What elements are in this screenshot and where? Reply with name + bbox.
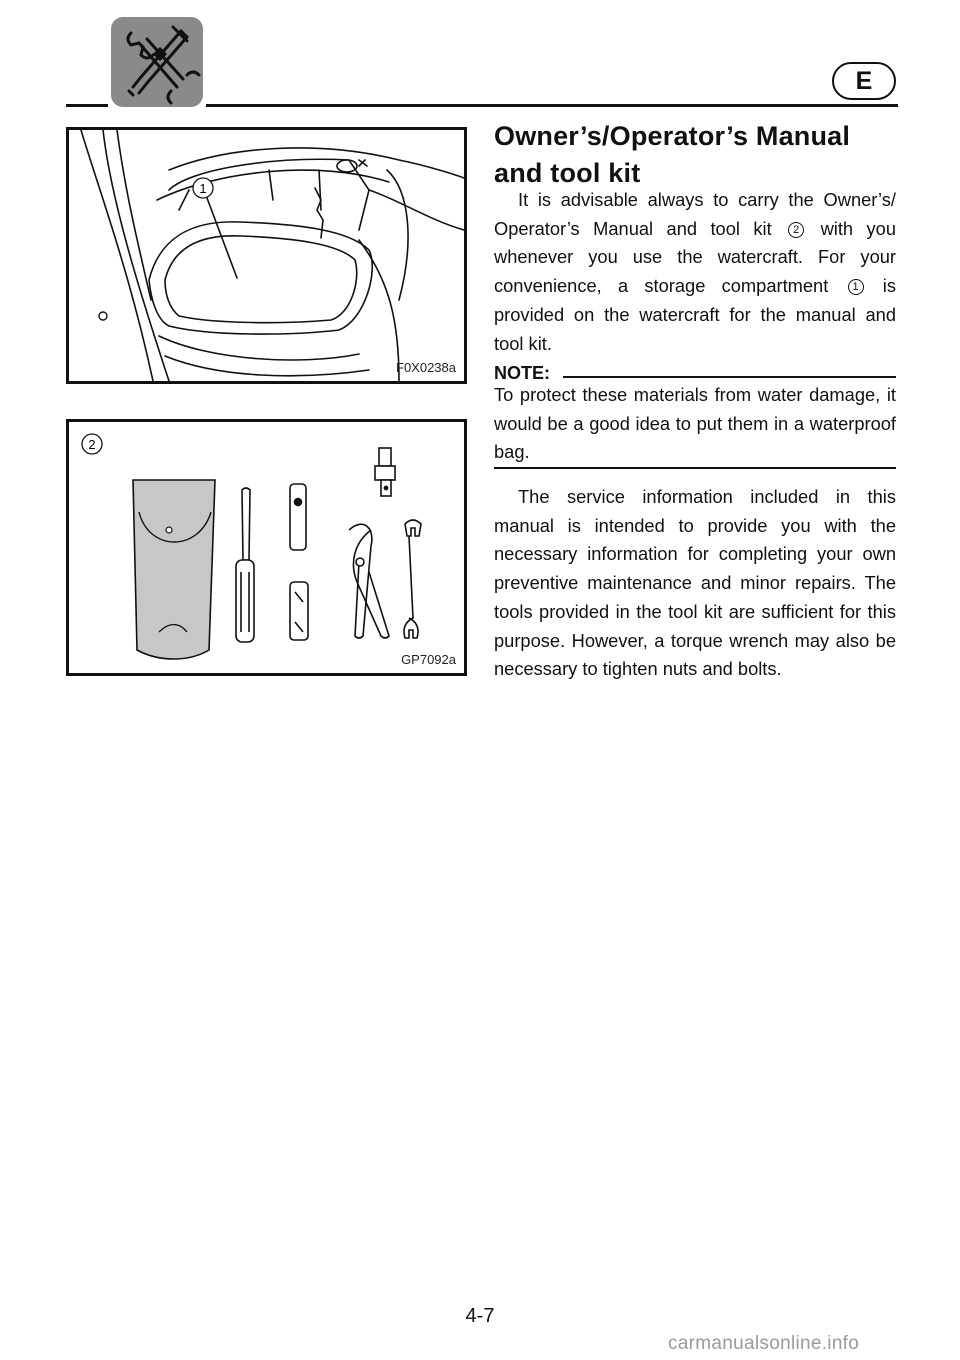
figure1-callout: 1 [199, 181, 207, 196]
wrench-screwdriver-icon [111, 17, 203, 107]
figure2-code: GP7092a [401, 652, 456, 667]
header-rule-right [206, 104, 898, 107]
watermark: carmanualsonline.info [668, 1333, 860, 1354]
storage-compartment-figure [66, 127, 467, 384]
section-title-line1: Owner’s/Operator’s Manual [494, 121, 851, 151]
header-rule-left [66, 104, 108, 107]
figure2-callout: 2 [88, 437, 96, 452]
section-heading [494, 118, 898, 192]
tool-kit-figure [66, 419, 467, 676]
callout-number-1: 1 [848, 279, 864, 295]
note-label: NOTE: [494, 363, 550, 383]
section-tools-badge [111, 17, 203, 107]
page-number: 4-7 [465, 1305, 495, 1327]
note-top-rule [563, 376, 896, 378]
section-title-line2: and tool kit [494, 158, 641, 188]
callout-number-2: 2 [788, 222, 804, 238]
figure1-code: F0X0238a [396, 360, 456, 375]
language-badge: E [832, 62, 896, 100]
intro-paragraph: It is advisable always to carry the Owner’s/ Operator’s Manual and tool kit 2 with you whenever you use the watercraft. For your convenience, a storage compartment 1 is provided on the watercraft for the manual and tool kit. [494, 189, 896, 354]
tool-kit-illustration [69, 422, 464, 673]
note-bottom-rule [494, 467, 896, 469]
service-info-paragraph: The service information included in this manual is intended to provide you with the necessary information for completing your own preventive maintenance and minor repairs. The tools provided in the tool kit are sufficient for this purpose. However, a torque wrench may also be necessary to tighten nuts and bolts. [494, 486, 896, 680]
storage-compartment-illustration [69, 130, 464, 381]
note-text: To protect these materials from water damage, it would be a good idea to put them in a waterproof bag. [494, 384, 896, 463]
